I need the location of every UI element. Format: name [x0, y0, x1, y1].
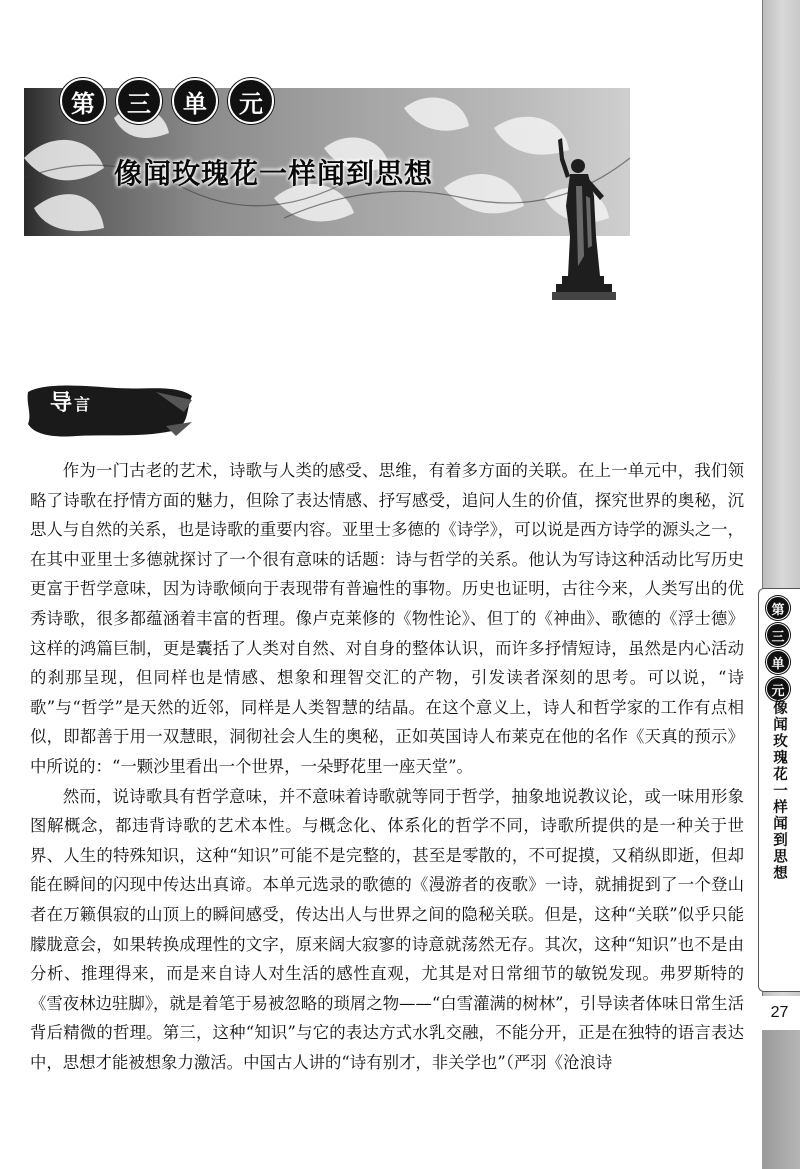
intro-heading-small: 言 [74, 395, 93, 414]
side-char-badge: 元 [766, 677, 790, 701]
unit-char-badge: 单 [172, 78, 218, 124]
side-char-badge: 三 [766, 623, 790, 647]
side-strip-bottom [762, 1030, 800, 1169]
unit-title: 像闻玫瑰花一样闻到思想 [114, 157, 434, 190]
unit-char-badge: 元 [228, 78, 274, 124]
side-char-badge: 第 [766, 596, 790, 620]
page-number: 27 [759, 996, 800, 1030]
side-unit-badges [766, 596, 790, 701]
side-title: 像闻玫瑰花一样闻到思想 [771, 700, 788, 882]
unit-char-badge: 第 [60, 78, 106, 124]
paragraph: 然而，说诗歌具有哲学意味，并不意味着诗歌就等同于哲学，抽象地说教议论，或一味用形象图解概念，都违背诗歌的艺术本性。与概念化、体系化的哲学不同，诗歌所提供的是一种关于世界、人生的特殊知识，这种“知识”可能不是完整的，甚至是零散的，不可捉摸，又稍纵即逝，但却能在瞬间的闪现中传达出真谛。本单元选录的歌德的《漫游者的夜歌》一诗，就捕捉到了一个登山者在万籁俱寂的山顶上的瞬间感受，传达出人与世界之间的隐秘关联。但是，这种“关联”似乎只能朦胧意会，如果转换成理性的文字，原来阔大寂寥的诗意就荡然无存。其次，这种“知识”也不是由分析、推理得来，而是来自诗人对生活的感性直观，尤其是对日常细节的敏锐发现。弗罗斯特的《雪夜林边驻脚》，就是着笔于易被忽略的琐屑之物——“白雪灌满的树林”，引导读者体味日常生活背后精微的哲理。第三，这种“知识”与它的表达方式水乳交融，不能分开，正是在独特的语言表达中，思想才能被想象力激活。中国古人讲的“诗有别才，非关学也”（严羽《沧浪诗 [30, 786, 744, 1072]
unit-number-badges [60, 78, 274, 122]
side-char-badge: 单 [766, 650, 790, 674]
statue-icon [548, 136, 618, 304]
intro-body [30, 456, 744, 1077]
unit-char-badge: 三 [116, 78, 162, 124]
intro-heading [50, 386, 92, 417]
intro-heading-big: 导 [50, 390, 75, 416]
paragraph: 作为一门古老的艺术，诗歌与人类的感受、思维，有着多方面的关联。在上一单元中，我们领略了诗歌在抒情方面的魅力，但除了表达情感、抒写感受，追问人生的价值，探究世界的奥秘，沉思人与自然的关系，也是诗歌的重要内容。亚里士多德的《诗学》，可以说是西方诗学的源头之一，在其中亚里士多德就探讨了一个很有意味的话题：诗与哲学的关系。他认为写诗这种活动比写历史更富于哲学意味，因为诗歌倾向于表现带有普遍性的事物。历史也证明，古往今来，人类写出的优秀诗歌，很多都蕴涵着丰富的哲理。像卢克莱修的《物性论》、但丁的《神曲》、歌德的《浮士德》这样的鸿篇巨制，更是囊括了人类对自然、对自身的整体认识，而许多抒情短诗，虽然是内心活动的刹那呈现，但同样也是情感、想象和理智交汇的产物，引发读者深刻的思考。可以说，“诗歌”与“哲学”是天然的近邻，同样是人类智慧的结晶。在这个意义上，诗人和哲学家的工作有点相似，即都善于用一双慧眼，洞彻社会人生的奥秘，正如英国诗人布莱克在他的名作《天真的预示》中所说的：“一颗沙里看出一个世界，一朵野花里一座天堂”。 [30, 461, 744, 776]
side-strip [762, 0, 800, 1169]
